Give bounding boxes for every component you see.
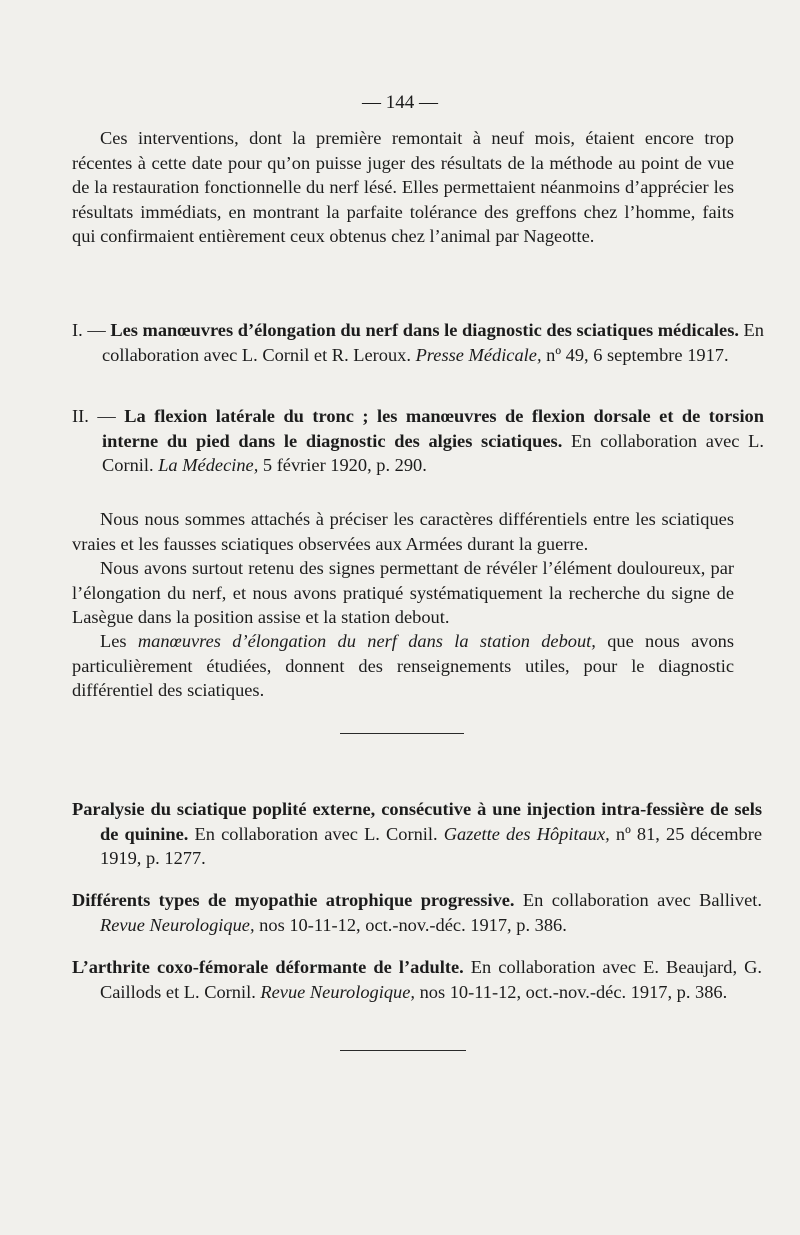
entry-reference: nº 49, 6 septembre 1917. <box>541 344 729 365</box>
entry-title: L’arthrite coxo-fémorale déformante de l’adulte. <box>72 957 464 978</box>
entry-journal: Presse Médicale, <box>415 344 542 365</box>
bibliography-entry-3 <box>72 797 762 871</box>
entry-number: II. — <box>72 406 116 427</box>
entry-collaboration: En collaboration avec L. Cornil. <box>102 430 764 476</box>
entry-reference: nos 10-11-12, oct.-nov.-déc. 1917, p. 386. <box>254 914 567 935</box>
entry-title: La flexion latérale du tronc ; les manœuvres de flexion dorsale et de torsion interne du pied dans le diagnostic des algies sciatiques. <box>102 406 764 451</box>
entry-title: Les manœuvres d’élongation du nerf dans le diagnostic des sciatiques médicales. <box>110 320 739 341</box>
paragraph-differential: Nous nous sommes attachés à préciser les caractères différentiels entre les sciatiques vraies et les fausses sciatiques observées aux Armées durant la guerre. <box>72 509 734 554</box>
paragraph-italic: manœuvres d’élongation du nerf dans la station debout, <box>137 631 596 652</box>
entry-journal: Revue Neurologique, <box>100 914 255 935</box>
bibliography-entry-4 <box>72 888 762 937</box>
entry-journal: Revue Neurologique, <box>260 981 415 1002</box>
entry-journal: Gazette des Hôpitaux, <box>443 823 610 844</box>
entry-collaboration: En collaboration avec E. Beaujard, G. Caillods et L. Cornil. <box>100 957 762 1002</box>
entry-number: I. — <box>72 320 106 341</box>
entry-title: Différents types de myopathie atrophique progressive. <box>72 890 515 911</box>
bibliography-entry-1 <box>72 318 764 367</box>
entry-collaboration: En collaboration avec L. Cornil et R. Leroux. <box>102 320 764 365</box>
entry-reference: 5 février 1920, p. 290. <box>258 455 427 476</box>
section-divider <box>340 733 464 734</box>
entry-title: Paralysie du sciatique poplité externe, consécutive à une injection intra-fessière de sels de quinine. <box>72 799 762 844</box>
page-number: — 144 — <box>362 92 438 113</box>
bibliography-entry-5 <box>72 955 762 1004</box>
paragraph-end: que nous avons particulièrement étudiées, donnent des renseignements utiles, pour le diagnostic différentiel des sciatiques. <box>72 631 735 701</box>
end-divider <box>340 1050 466 1051</box>
paragraph-start: Les <box>100 631 138 652</box>
entry-reference: nos 10-11-12, oct.-nov.-déc. 1917, p. 386. <box>414 981 728 1002</box>
intro-paragraph: Ces interventions, dont la première remontait à neuf mois, étaient encore trop récentes à cette date pour qu’on puisse juger des résultats de la méthode au point de vue de la restauration fonctionnelle du nerf lésé. Elles permettaient néanmoins d’apprécier les résultats immédiats, en montrant la parfaite tolérance des greffons chez l’homme, faits qui confirmaient entièrement ceux obtenus chez l’animal par Nageotte. <box>72 128 734 247</box>
entry-collaboration: En collaboration avec Ballivet. <box>514 890 762 911</box>
entry-journal: La Médecine, <box>158 455 259 476</box>
paragraph-manoeuvres <box>72 629 734 703</box>
entry-collaboration: En collaboration avec L. Cornil. <box>188 823 444 844</box>
entry-reference: nº 81, 25 décembre 1919, p. 1277. <box>100 823 763 869</box>
paragraph-signs: Nous avons surtout retenu des signes permettant de révéler l’élément douloureux, par l’élongation du nerf, et nous avons pratiqué systématiquement la recherche du signe de Lasègue dans la position assise et la station debout. <box>72 558 734 628</box>
bibliography-entry-2 <box>72 404 764 478</box>
